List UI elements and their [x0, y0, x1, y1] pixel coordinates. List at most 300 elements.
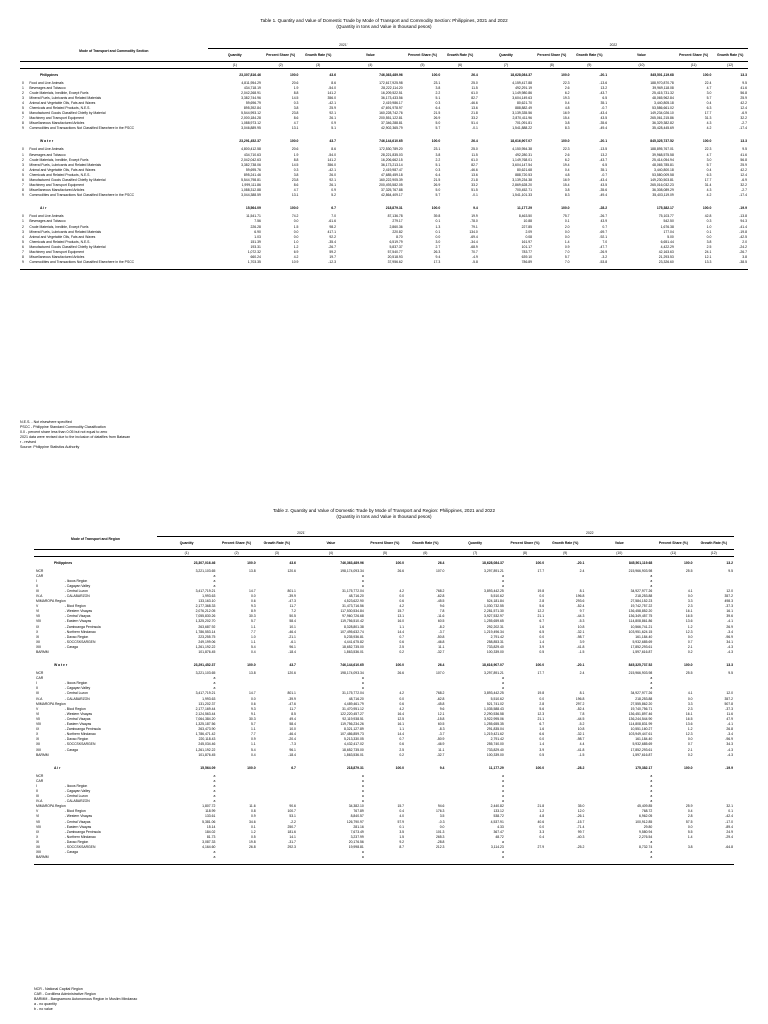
data-cell: 25.9: [329, 105, 336, 110]
data-cell: 13.3: [704, 260, 712, 265]
data-cell: 6.6: [539, 732, 545, 737]
data-cell: -32.1: [576, 732, 585, 737]
commodity-code: 1: [22, 152, 24, 157]
data-cell: 895,392.84: [243, 105, 261, 110]
data-cell: 100,912.85: [635, 819, 653, 824]
data-cell: 4,422.29: [660, 244, 674, 249]
section-total-row: [34, 556, 734, 569]
footnote: CAR - Cordillera Administrative Region: [34, 992, 96, 996]
data-cell: 8.70: [396, 234, 403, 239]
commodity-name: Animal and Vegetable Oils, Fats and Waxes: [29, 100, 96, 105]
column-number: (10): [608, 61, 675, 68]
data-cell: 23.8: [291, 111, 299, 116]
region-name: - Central Visayas: [64, 614, 91, 619]
data-cell: 4.2: [399, 588, 405, 593]
data-cell: 0.0: [539, 634, 545, 639]
data-cell: 59.2: [329, 250, 336, 255]
section-total-row: [20, 68, 748, 81]
data-cell: -13.5: [599, 147, 608, 152]
data-cell: 16.5: [685, 614, 693, 619]
commodity-code: 3: [22, 95, 24, 100]
data-cell: 5.1: [331, 126, 336, 131]
data-cell: 26.6: [397, 671, 405, 676]
footnote: a - no quantity: [34, 1002, 57, 1006]
data-cell: 0.1: [728, 809, 733, 814]
commodity-name: Mineral Fuels, Lubricants and Related Materials: [29, 95, 102, 100]
data-cell: -47.3: [288, 599, 296, 604]
region-code: XII: [36, 845, 41, 849]
data-cell: 4.1: [687, 691, 693, 696]
column-number: (6): [405, 549, 445, 556]
data-cell: 80,621.70: [516, 100, 533, 105]
data-cell: 4.7: [706, 85, 712, 90]
total-cell: 100.0: [561, 72, 570, 77]
data-cell: 12.5: [397, 716, 405, 721]
total-cell: 100.0: [684, 663, 693, 668]
data-cell: 107.0: [435, 568, 445, 573]
data-cell: 7.7: [250, 732, 256, 737]
data-cell: 8,321,127.89: [343, 727, 364, 732]
data-cell: a: [501, 676, 504, 681]
data-cell: 13.6: [471, 172, 478, 177]
data-cell: 0.7: [399, 634, 405, 639]
data-cell: 14.1: [289, 834, 296, 839]
data-cell: 96.1: [289, 747, 296, 752]
data-cell: 6,519.79: [389, 239, 403, 244]
commodity-name: Chemicals and Related Products, N.E.S.: [29, 172, 91, 177]
data-cell: a: [650, 573, 653, 578]
data-cell: 1.4: [539, 639, 545, 644]
data-cell: -0.1: [471, 126, 478, 131]
data-cell: 172,530,789.20: [379, 147, 403, 152]
column-number: (8): [533, 61, 571, 68]
table1-period-2022: 2022: [479, 42, 748, 48]
data-cell: 367.47: [493, 829, 504, 834]
data-cell: 0.5: [539, 752, 545, 757]
data-cell: 25.0: [471, 147, 478, 152]
data-cell: 7.0: [564, 260, 570, 265]
data-cell: 26.9: [433, 116, 441, 121]
data-cell: 47.9: [726, 716, 733, 721]
data-cell: 16.1: [685, 711, 693, 716]
data-cell: 1,255,655.35: [484, 722, 504, 727]
data-cell: 255,740.00: [486, 742, 504, 747]
data-cell: 3.8: [435, 152, 441, 157]
table2-body: [34, 556, 734, 864]
data-cell: 1,597,616.87: [632, 752, 653, 757]
data-cell: 134.0: [469, 229, 478, 234]
data-cell: 492,291.19: [515, 85, 533, 90]
data-cell: 250.7: [287, 824, 296, 829]
data-cell: 122,220,457.27: [340, 711, 364, 716]
data-cell: 18,652,735.00: [342, 644, 364, 649]
data-cell: 51.4: [471, 121, 478, 126]
commodity-code: 2: [22, 224, 24, 229]
data-cell: 8.8: [293, 157, 299, 162]
data-cell: 1.2: [250, 829, 256, 834]
column-header: Quantity: [499, 52, 513, 57]
data-cell: 57.5: [685, 819, 693, 824]
data-cell: 24.9: [726, 829, 733, 834]
data-cell: 33.2: [471, 183, 478, 188]
data-cell: 48,716.20: [348, 696, 364, 701]
total-cell: 26.4: [471, 72, 478, 77]
data-cell: -29.4: [725, 834, 733, 839]
data-cell: 4.8: [539, 814, 545, 819]
region-code: CAR: [36, 573, 44, 578]
data-cell: 126,790.97: [346, 819, 364, 824]
data-cell: 1.0: [250, 634, 256, 639]
data-cell: 181.6: [287, 829, 296, 834]
data-cell: 196.8: [575, 593, 585, 598]
commodity-code: 4: [22, 100, 24, 105]
data-cell: 0.0: [399, 593, 405, 598]
column-header: Growth Rate (%): [700, 540, 727, 545]
data-cell: 16.1: [726, 609, 733, 614]
data-cell: 141.2: [327, 90, 336, 95]
total-cell: 100.0: [561, 139, 570, 144]
data-cell: 20.6: [291, 80, 299, 85]
total-cell: -20.1: [576, 560, 585, 565]
column-number: (2): [216, 549, 256, 556]
data-cell: a: [501, 839, 504, 844]
data-cell: 100,339.00: [486, 650, 504, 654]
data-cell: 263,473.90: [198, 727, 216, 732]
table1-body: [20, 68, 748, 269]
data-cell: 0.0: [293, 219, 299, 224]
data-cell: 2.8: [687, 814, 693, 819]
data-cell: 20,176.56: [348, 839, 364, 844]
data-cell: 6.2: [564, 90, 570, 95]
column-number: (5): [404, 61, 442, 68]
data-cell: 32.1: [726, 804, 733, 809]
data-cell: 16.4: [397, 711, 405, 716]
commodity-code: 2: [22, 90, 24, 95]
data-cell: 13.8: [249, 671, 256, 676]
table2-col-label: Mode of Transport and Region: [71, 537, 120, 542]
data-cell: -53.8: [599, 260, 608, 265]
data-cell: 3.0: [435, 239, 441, 244]
data-cell: 434,718.19: [243, 85, 261, 90]
data-cell: 8.8: [293, 90, 299, 95]
region-code: NCR: [36, 671, 44, 676]
data-cell: 226.28: [250, 224, 261, 229]
data-cell: 5.5: [687, 829, 693, 834]
data-cell: 43.5: [600, 116, 608, 121]
column-header: Quantity: [468, 540, 483, 545]
data-cell: 101.17: [521, 244, 533, 249]
data-cell: 1.2: [539, 809, 545, 814]
total-cell: 43.7: [289, 663, 296, 668]
data-cell: 2.8: [539, 701, 545, 706]
data-cell: 215,966,903.98: [628, 568, 653, 573]
data-cell: 11.1: [438, 644, 445, 649]
data-cell: 3.8: [293, 105, 299, 110]
region-code: VIII: [36, 619, 42, 624]
data-cell: 15.14: [206, 824, 216, 829]
data-cell: -17.4: [739, 193, 747, 198]
data-cell: a: [501, 783, 504, 788]
data-cell: 1,219,496.34: [484, 629, 504, 634]
data-cell: 3.3: [687, 701, 693, 706]
data-cell: 1,030,732.55: [484, 604, 504, 609]
data-cell: 4.7: [293, 188, 299, 193]
data-cell: -98.7: [576, 634, 585, 639]
total-cell: 845,501,119.68: [628, 560, 653, 565]
region-name: - CALABARZON: [64, 799, 90, 804]
data-cell: -6.1: [290, 639, 296, 644]
data-cell: 196.8: [575, 696, 585, 701]
data-cell: 107,495,632.74: [340, 629, 364, 634]
data-cell: 4,441,675.82: [343, 639, 364, 644]
data-cell: 27.9: [537, 845, 545, 849]
data-cell: -18.4: [288, 650, 296, 654]
data-cell: 14.5: [291, 162, 299, 167]
data-cell: 3.8: [706, 239, 712, 244]
data-cell: a: [501, 855, 504, 860]
data-cell: -17.4: [739, 126, 747, 131]
data-cell: 3.5: [399, 829, 405, 834]
data-cell: 17.7: [537, 568, 545, 573]
data-cell: 6.7: [539, 619, 545, 624]
data-cell: -4.1: [727, 722, 733, 727]
data-cell: 5.00: [667, 234, 674, 239]
data-cell: 700,452.71: [515, 188, 533, 193]
data-cell: -46.9: [436, 742, 445, 747]
table2-title-line2: (Quantity in tons and Value in thousand pesos): [336, 513, 432, 519]
commodity-code: 2: [22, 157, 24, 162]
data-cell: 22.3: [704, 147, 712, 152]
data-cell: 4,164.60: [202, 845, 216, 849]
data-cell: 6.5: [602, 162, 608, 167]
section-name: W a t e r: [40, 139, 54, 144]
data-cell: 12.3: [685, 732, 693, 737]
data-cell: 1,786,553.14: [195, 629, 216, 634]
data-cell: 292,202.31: [486, 624, 504, 629]
commodity-code: 1: [22, 85, 24, 90]
data-cell: 0.0: [250, 696, 256, 701]
total-cell: 100.0: [247, 663, 256, 668]
data-cell: 0.9: [564, 244, 570, 249]
data-cell: -42.1: [328, 100, 336, 105]
table2-col-numbers: [34, 549, 734, 556]
commodity-name: Miscellaneous Manufactured Articles: [29, 121, 85, 126]
data-cell: 0.0: [539, 696, 545, 701]
data-cell: 0.0: [539, 593, 545, 598]
data-cell: a: [501, 681, 504, 686]
data-cell: 2,419,986.17: [382, 100, 403, 105]
data-cell: 8.6: [293, 183, 299, 188]
column-header: Percent Share (%): [222, 540, 252, 545]
data-cell: 41.6: [740, 152, 747, 157]
total-cell: 100.0: [395, 560, 405, 565]
data-cell: a: [650, 676, 653, 681]
data-cell: 59,695.76: [245, 167, 261, 172]
data-cell: 12.4: [740, 172, 747, 177]
data-cell: a: [650, 778, 653, 783]
commodity-name: Mineral Fuels, Lubricants and Related Materials: [29, 229, 102, 234]
data-cell: 0.0: [564, 234, 570, 239]
data-cell: 524,181.84: [486, 599, 504, 604]
column-header: Percent Share (%): [407, 52, 437, 57]
data-cell: a: [213, 778, 216, 783]
data-cell: 14.4: [397, 629, 405, 634]
data-cell: -4.1: [727, 619, 733, 624]
data-cell: -4.9: [471, 255, 478, 260]
region-code: BARMM: [36, 650, 49, 654]
data-cell: 1,863,536.01: [343, 752, 364, 757]
total-cell: 100.0: [431, 206, 441, 211]
data-cell: 49.4: [289, 716, 296, 721]
data-cell: -35.6: [599, 121, 608, 126]
commodity-code: 5: [22, 239, 24, 244]
commodity-name: Commodities and Transactions Not Classified Elsewhere in the PSCC: [29, 193, 135, 198]
data-cell: 176.3: [435, 809, 445, 814]
data-cell: a: [213, 794, 216, 799]
data-cell: 8,328,801.38: [343, 624, 364, 629]
data-cell: 417.1: [327, 229, 336, 234]
data-cell: 23.1: [433, 147, 441, 152]
data-cell: 20.6: [291, 147, 299, 152]
data-cell: -78.0: [470, 219, 478, 224]
data-cell: 9.3: [250, 604, 256, 609]
data-cell: 35.1: [600, 167, 608, 172]
data-cell: -32.7: [436, 752, 445, 757]
data-cell: 1.1: [250, 727, 256, 732]
data-cell: 53.1: [289, 814, 296, 819]
total-cell: 100.0: [702, 139, 712, 144]
region-code: VI: [36, 814, 40, 819]
column-number: (8): [505, 549, 545, 556]
data-cell: 14.7: [249, 588, 256, 593]
region-name: - Bicol Region: [64, 809, 86, 814]
region-name: - CALABARZON: [64, 696, 90, 701]
total-cell: -20.1: [576, 663, 585, 668]
data-cell: -45.5: [436, 599, 445, 604]
data-cell: 6.9: [293, 250, 299, 255]
data-cell: 12.1: [437, 711, 445, 716]
table1-title-line1: Table 1. Quantity and Value of Domestic Trade by Mode of Transport and Commodity Section: Philippines, 2021 and 2022: [260, 18, 508, 23]
data-cell: -71.4: [576, 824, 585, 829]
total-cell: 9.4: [473, 206, 478, 211]
data-cell: 5,213,330.05: [343, 737, 364, 742]
section-total-row: [20, 202, 748, 214]
data-cell: 149,230,503.81: [650, 178, 674, 182]
data-cell: 2.5: [399, 644, 405, 649]
data-cell: -24.2: [739, 244, 747, 249]
data-cell: -37.3: [725, 706, 733, 711]
data-cell: 14.4: [397, 732, 405, 737]
footnote: 0.0 - percent share less than 0.05 but not equal to zero: [20, 430, 108, 434]
data-cell: 193.31: [250, 244, 261, 249]
data-cell: 7.0: [331, 214, 336, 219]
data-cell: 265,016,032.23: [650, 183, 674, 188]
region-name: - Central Luzon: [64, 794, 88, 799]
data-cell: a: [213, 855, 216, 860]
data-cell: 16.0: [397, 619, 405, 624]
data-cell: 36,173,433.56: [381, 95, 403, 100]
data-cell: -35.6: [599, 188, 608, 193]
data-cell: -41.8: [576, 644, 585, 649]
column-header: Percent Share (%): [370, 540, 400, 545]
data-cell: 7.8: [579, 711, 585, 716]
region-code: I: [36, 681, 37, 686]
data-cell: 141.2: [327, 157, 336, 162]
region-code: XI: [36, 737, 40, 742]
data-cell: 212.3: [435, 845, 445, 849]
footnote: r - revised: [20, 440, 36, 444]
data-cell: 1,261,192.22: [195, 644, 216, 649]
data-cell: 7.8: [439, 609, 445, 614]
data-cell: -46.4: [288, 629, 296, 634]
data-cell: 9.2: [399, 839, 405, 844]
data-cell: 3.8: [564, 121, 570, 126]
data-cell: 16,206,662.15: [381, 157, 403, 162]
data-cell: 1.6: [539, 624, 545, 629]
data-cell: 1,325,202.70: [195, 619, 216, 624]
data-cell: 118.99: [205, 809, 216, 814]
data-cell: -92.1: [599, 234, 608, 239]
data-cell: 8.9: [250, 609, 256, 614]
data-cell: 136,349,457.75: [628, 614, 653, 619]
data-cell: 98.2: [329, 224, 336, 229]
data-cell: 1,993.63: [202, 696, 216, 701]
data-cell: 227.85: [521, 224, 533, 229]
data-cell: 2,791.42: [490, 737, 504, 742]
data-cell: 57,540.77: [387, 250, 403, 255]
data-cell: 27,555,862.20: [630, 701, 653, 706]
data-cell: 131,202.37: [198, 701, 216, 706]
data-cell: 21.8: [537, 804, 545, 809]
column-header: Value: [365, 52, 375, 57]
data-cell: a: [650, 773, 653, 778]
data-cell: 48,065,962.84: [652, 95, 674, 100]
data-cell: 1,149,768.01: [512, 157, 533, 162]
total-cell: 26.4: [437, 663, 445, 668]
data-cell: 5.0: [435, 121, 441, 126]
data-cell: -8.2: [438, 624, 445, 629]
data-cell: 13.2: [600, 85, 608, 90]
column-number: (3): [257, 549, 297, 556]
data-cell: 1.1: [399, 624, 405, 629]
data-cell: -39.9: [288, 593, 296, 598]
data-cell: a: [501, 794, 504, 799]
data-cell: -42.1: [328, 167, 336, 172]
data-cell: 25.5: [685, 671, 693, 676]
total-cell: 100.0: [684, 560, 693, 565]
data-cell: 2,177,169.44: [195, 706, 216, 711]
data-cell: -19.8: [739, 229, 747, 234]
data-cell: 4.0: [399, 814, 405, 819]
region-name: - Bicol Region: [64, 604, 86, 609]
data-cell: -20.4: [288, 737, 296, 742]
data-cell: 39,969,118.08: [652, 85, 674, 90]
column-number: (1): [208, 61, 262, 68]
data-cell: 7.0: [564, 250, 570, 255]
data-cell: 7.7: [250, 629, 256, 634]
data-cell: 60.5: [437, 722, 445, 727]
data-cell: 5.4: [250, 644, 256, 649]
data-cell: -96.9: [725, 737, 733, 742]
column-number: (3): [299, 61, 337, 68]
commodity-code: 7: [22, 116, 24, 121]
data-cell: 767.89: [353, 809, 364, 814]
data-cell: 3,604,149.63: [512, 95, 533, 100]
data-cell: 28,221,835.03: [381, 152, 403, 157]
data-cell: -2.7: [741, 188, 747, 193]
data-cell: -1.5: [578, 650, 585, 654]
data-cell: -3.4: [727, 629, 733, 634]
